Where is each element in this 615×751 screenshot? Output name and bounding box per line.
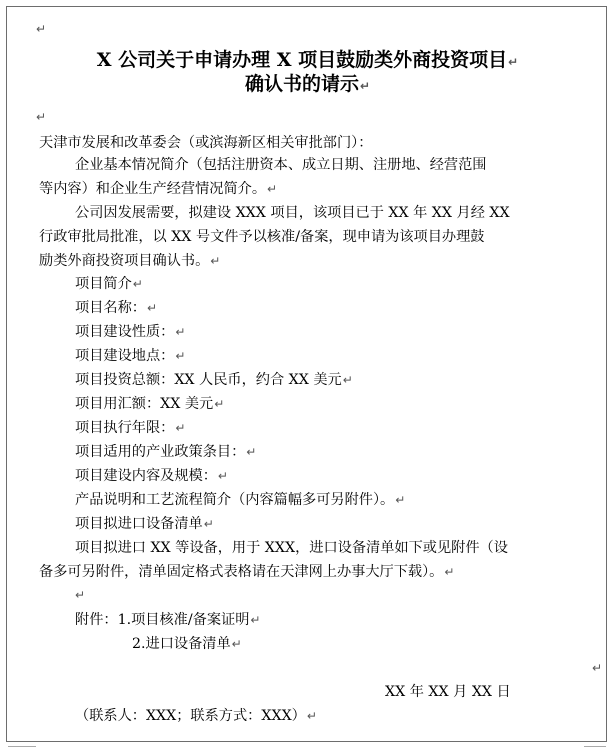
paragraph-mark: ↵	[175, 421, 186, 435]
paragraph-mark: ↵	[395, 493, 406, 507]
item-project-name: 项目名称：↵	[75, 300, 158, 316]
equipment-paragraph-line: 备多可另附件，清单固定格式表格请在天津网上办事大厅下载）。↵	[39, 564, 455, 580]
request-paragraph-line: 励类外商投资项目确认书。↵	[39, 253, 221, 269]
item-construction-scope: 项目建设内容及规模：↵	[75, 468, 228, 484]
bottom-divider	[8, 746, 36, 747]
paragraph-mark: ↵	[508, 55, 519, 69]
item-execution-period: 项目执行年限：↵	[75, 420, 186, 436]
item-industry-policy: 项目适用的产业政策条目：↵	[75, 444, 257, 460]
paragraph-mark: ↵	[444, 565, 455, 579]
paragraph-mark: ↵	[359, 79, 371, 93]
item-foreign-exchange: 项目用汇额：XX 美元↵	[75, 396, 225, 412]
paragraph-mark: ↵	[210, 254, 221, 268]
item-product-description: 产品说明和工艺流程简介（内容篇幅多可另附件）。↵	[75, 492, 406, 508]
intro-paragraph-line: 等内容）和企业生产经营情况简介。↵	[39, 181, 278, 197]
document-date: XX 年 XX 月 XX 日	[385, 684, 511, 700]
paragraph-mark: ↵	[250, 613, 261, 627]
item-investment-total: 项目投资总额：XX 人民币，约合 XX 美元↵	[75, 372, 353, 388]
paragraph-mark: ↵	[342, 373, 353, 387]
paragraph-mark: ↵	[246, 445, 257, 459]
salutation: 天津市发展和改革委会（或滨海新区相关审批部门）：	[39, 135, 373, 151]
contact-info: （联系人：XXX；联系方式：XXX）↵	[75, 708, 317, 724]
bottom-divider	[584, 746, 606, 747]
paragraph-mark: ↵	[132, 277, 143, 291]
request-paragraph-line: 公司因发展需要，拟建设 XXX 项目，该项目已于 XX 年 XX 月经 XX	[75, 205, 510, 221]
attachment-item: 2.进口设备清单	[132, 636, 231, 652]
paragraph-mark: ↵	[36, 110, 47, 124]
paragraph-mark: ↵	[217, 469, 228, 483]
paragraph-mark: ↵	[175, 325, 186, 339]
attachment-item: 1.项目核准/备案证明	[117, 612, 250, 628]
attachments-label: 附件：	[75, 612, 118, 628]
paragraph-mark: ↵	[231, 637, 242, 651]
paragraph-mark: ↵	[306, 709, 317, 723]
paragraph-mark: ↵	[146, 301, 158, 315]
paragraph-mark: ↵	[75, 588, 86, 602]
paragraph-mark: ↵	[267, 182, 278, 196]
request-paragraph-line: 行政审批局批准，以 XX 号文件予以核准/备案，现申请为该项目办理鼓	[39, 229, 485, 245]
item-project-location: 项目建设地点：↵	[75, 348, 186, 364]
paragraph-mark: ↵	[592, 661, 603, 675]
attachments-line-1	[75, 610, 260, 630]
paragraph-mark: ↵	[36, 22, 47, 36]
paragraph-mark: ↵	[214, 397, 225, 411]
paragraph-mark: ↵	[203, 517, 214, 531]
intro-paragraph-line: 企业基本情况简介（包括注册资本、成立日期、注册地、经营范围	[75, 157, 487, 173]
document-title-line-2: 确认书的请示↵	[244, 73, 371, 95]
item-project-intro: 项目简介↵	[75, 276, 143, 292]
item-project-nature: 项目建设性质：↵	[75, 324, 186, 340]
attachments-line-2	[132, 634, 242, 654]
document-title-line-1: X 公司关于申请办理 X 项目鼓励类外商投资项目↵	[96, 49, 519, 71]
paragraph-mark: ↵	[175, 349, 186, 363]
item-import-equipment-list: 项目拟进口设备清单↵	[75, 516, 214, 532]
equipment-paragraph-line: 项目拟进口 XX 等设备，用于 XXX，进口设备清单如下或见附件（设	[75, 540, 508, 556]
